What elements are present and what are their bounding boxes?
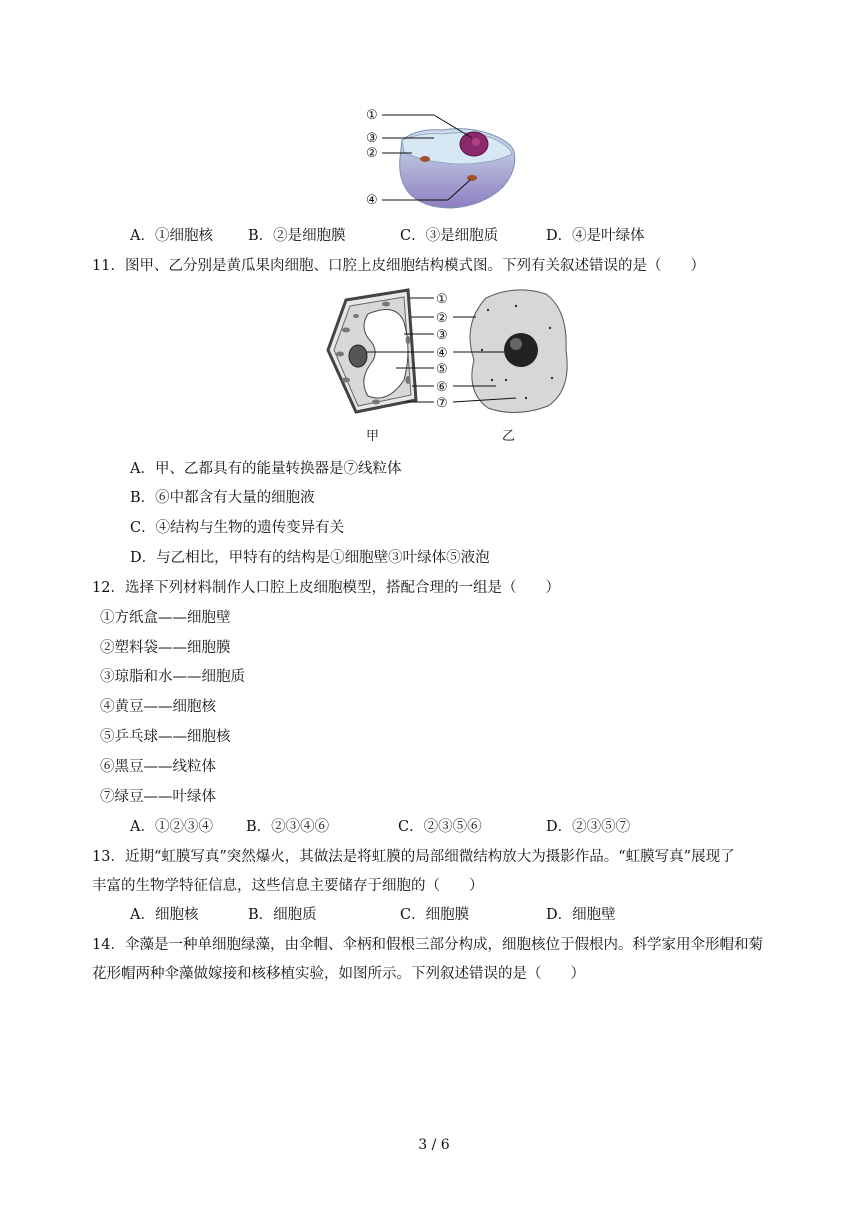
list-item: ⑥黑豆——线粒体: [100, 759, 216, 775]
question-14-stem-cont: 花形帽两种伞藻做嫁接和核移植实验，如图所示。下列叙述错误的是（ ）: [92, 966, 585, 982]
list-item: ①方纸盒——细胞壁: [100, 610, 231, 626]
option-d[interactable]: D．细胞壁: [546, 907, 616, 923]
question-14-stem: 14．伞藻是一种单细胞绿藻，由伞帽、伞柄和假根三部分构成，细胞核位于假根内。科学家用伞形帽和菊: [92, 937, 763, 953]
figure-label: ③: [366, 131, 378, 146]
option-d[interactable]: D．④是叶绿体: [546, 228, 645, 244]
nucleus: [504, 333, 538, 367]
list-item: ②塑料袋——细胞膜: [100, 640, 231, 656]
mitochondrion: [467, 175, 477, 181]
figure-label: ②: [366, 146, 378, 161]
figure-label: ①: [366, 108, 378, 123]
page-number: 3 / 6: [418, 1137, 450, 1153]
option-b[interactable]: B．细胞质: [248, 907, 317, 923]
question-12-stem: 12．选择下列材料制作人口腔上皮细胞模型，搭配合理的一组是（ ）: [92, 580, 560, 596]
figure-label: ④: [436, 346, 448, 361]
option-c[interactable]: C．②③⑤⑥: [398, 819, 482, 835]
figure-label: ②: [436, 311, 448, 326]
question-13-stem-cont: 丰富的生物学特征信息，这些信息主要储存于细胞的（ ）: [92, 878, 484, 894]
option-c[interactable]: C．③是细胞质: [400, 228, 499, 244]
option-d[interactable]: D．与乙相比，甲特有的结构是①细胞壁③叶绿体⑤液泡: [130, 550, 490, 566]
question-13-stem: 13．近期“虹膜写真”突然爆火，其做法是将虹膜的局部细微结构放大为摄影作品。“虹膜写真”展现了: [92, 849, 735, 865]
list-item: ③琼脂和水——细胞质: [100, 669, 245, 685]
option-a[interactable]: A．细胞核: [130, 907, 199, 923]
list-item: ④黄豆——细胞核: [100, 699, 216, 715]
plant-and-animal-cell-figure: [316, 280, 576, 450]
caption-left: 甲: [366, 429, 380, 444]
animal-cell-figure: [362, 100, 522, 218]
nucleus: [349, 345, 367, 367]
figure-label: ④: [366, 193, 378, 208]
option-c[interactable]: C．④结构与生物的遗传变异有关: [130, 520, 345, 536]
option-b[interactable]: B．②③④⑥: [246, 819, 330, 835]
question-11-stem: 11．图甲、乙分别是黄瓜果肉细胞、口腔上皮细胞结构模式图。下列有关叙述错误的是（ ）: [92, 258, 705, 274]
figure-label: ⑤: [436, 362, 448, 377]
option-a[interactable]: A．①②③④: [130, 819, 213, 835]
option-b[interactable]: B．⑥中都含有大量的细胞液: [130, 490, 315, 506]
figure-label: ③: [436, 328, 448, 343]
option-b[interactable]: B．②是细胞膜: [248, 228, 346, 244]
option-d[interactable]: D．②③⑤⑦: [546, 819, 631, 835]
figure-label: ⑥: [436, 380, 448, 395]
figure-label: ⑦: [436, 396, 448, 411]
figure-label: ①: [436, 292, 448, 307]
caption-right: 乙: [502, 429, 516, 444]
option-a[interactable]: A．甲、乙都具有的能量转换器是⑦线粒体: [130, 461, 402, 477]
list-item: ⑤乒乓球——细胞核: [100, 729, 231, 745]
mitochondrion: [420, 156, 430, 162]
option-a[interactable]: A．①细胞核: [130, 228, 213, 244]
list-item: ⑦绿豆——叶绿体: [100, 789, 216, 805]
option-c[interactable]: C．细胞膜: [400, 907, 470, 923]
